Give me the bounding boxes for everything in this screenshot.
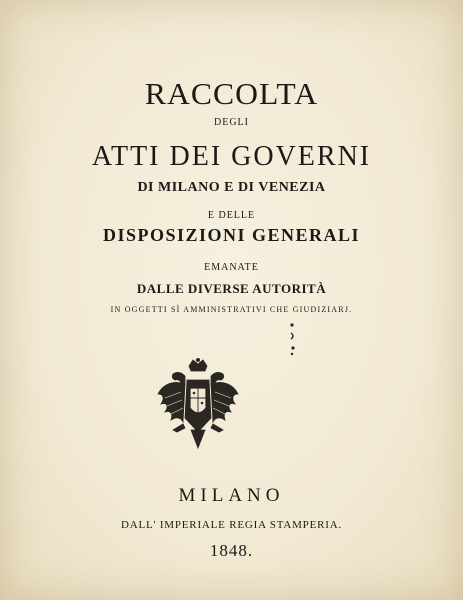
degli-line: DEGLI: [214, 117, 249, 128]
subjects-line: IN OGGETTI SÌ AMMINISTRATIVI CHE GIUDIZIARJ.: [110, 305, 353, 314]
emanate-line: EMANATE: [204, 262, 259, 273]
places-line: DI MILANO E DI VENEZIA: [137, 180, 326, 195]
double-headed-eagle-icon: [155, 358, 241, 452]
disposizioni-generali-line: DISPOSIZIONI GENERALI: [102, 225, 361, 245]
imprint-city: MILANO: [178, 485, 285, 506]
ink-mark: [287, 321, 299, 357]
atti-dei-governi-line: ATTI DEI GOVERNI: [91, 141, 372, 172]
main-title: RACCOLTA: [144, 76, 319, 111]
authorities-line: DALLE DIVERSE AUTORITÀ: [136, 281, 327, 296]
imprint-printer: DALL' IMPERIALE REGIA STAMPERIA.: [120, 519, 343, 531]
imprint-year: 1848.: [209, 541, 254, 560]
e-delle-line: E DELLE: [207, 210, 256, 221]
